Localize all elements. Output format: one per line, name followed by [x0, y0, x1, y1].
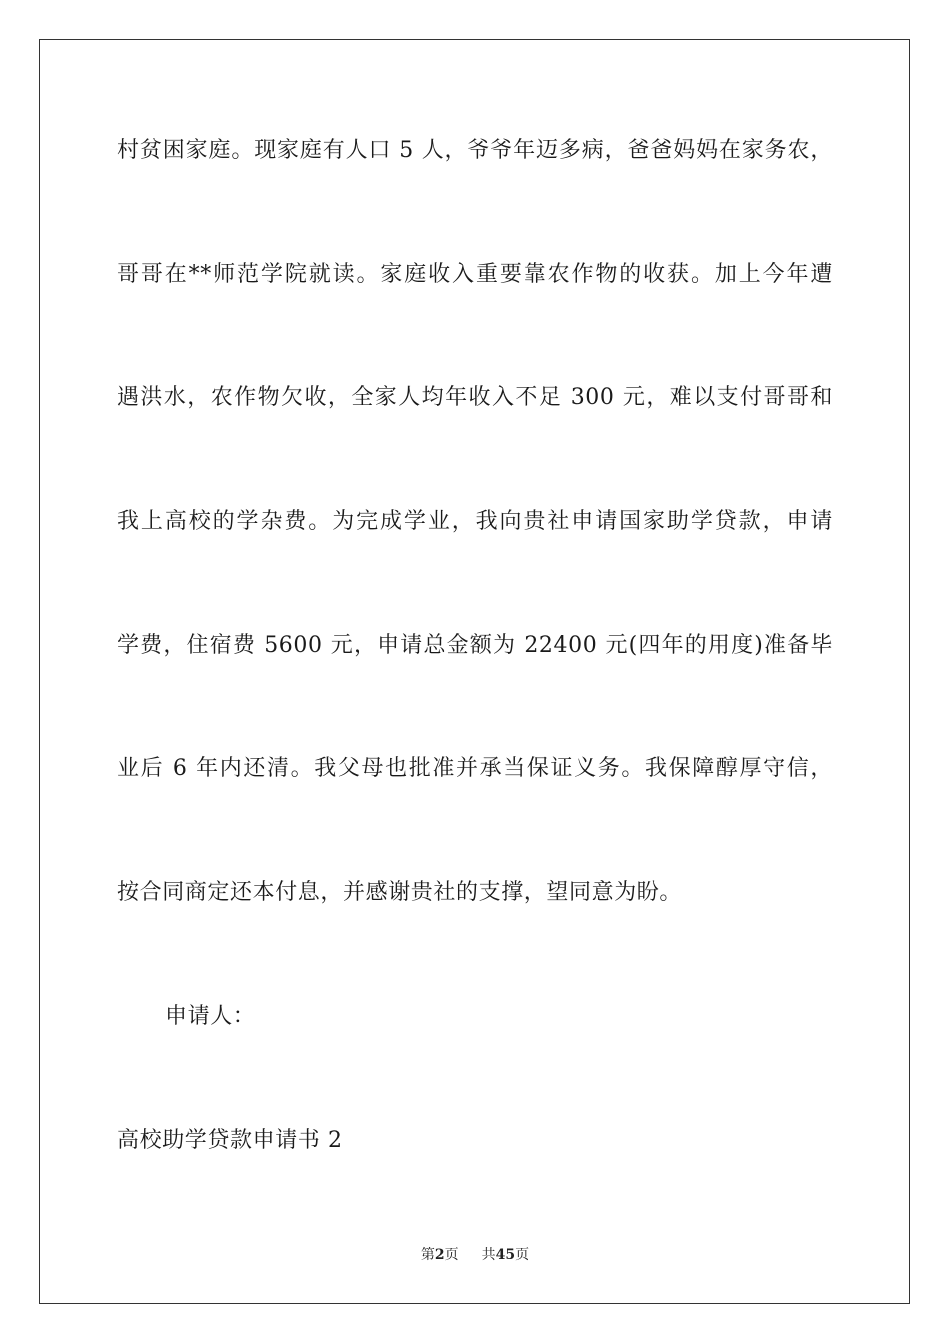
page-border — [39, 39, 910, 1304]
page-prefix: 第 — [420, 1247, 435, 1263]
paragraph-line: 哥哥在**师范学院就读。家庭收入重要靠农作物的收获。加上今年遭 — [117, 262, 833, 287]
paragraph-line: 我上高校的学杂费。为完成学业，我向贵社申请国家助学贷款，申请 — [117, 509, 833, 534]
total-pages: 45 — [495, 1247, 516, 1263]
page-number: 2 — [434, 1247, 445, 1263]
paragraph-line: 遇洪水，农作物欠收，全家人均年收入不足 300 元，难以支付哥哥和 — [117, 385, 833, 410]
paragraph-line: 村贫困家庭。现家庭有人口 5 人，爷爷年迈多病，爸爸妈妈在家务农， — [117, 138, 833, 163]
section-title: 高校助学贷款申请书 2 — [117, 1128, 343, 1153]
signature-label: 申请人： — [165, 1004, 256, 1029]
total-unit: 页 — [515, 1247, 530, 1263]
paragraph-line: 学费，住宿费 5600 元，申请总金额为 22400 元(四年的用度)准备毕 — [117, 633, 833, 658]
page-unit: 页 — [444, 1247, 459, 1263]
total-prefix: 共 — [481, 1247, 496, 1263]
page-footer — [0, 1246, 950, 1264]
paragraph-line: 按合同商定还本付息，并感谢贵社的支撑，望同意为盼。 — [117, 880, 683, 905]
paragraph-line: 业后 6 年内还清。我父母也批准并承当保证义务。我保障醇厚守信， — [117, 756, 833, 781]
